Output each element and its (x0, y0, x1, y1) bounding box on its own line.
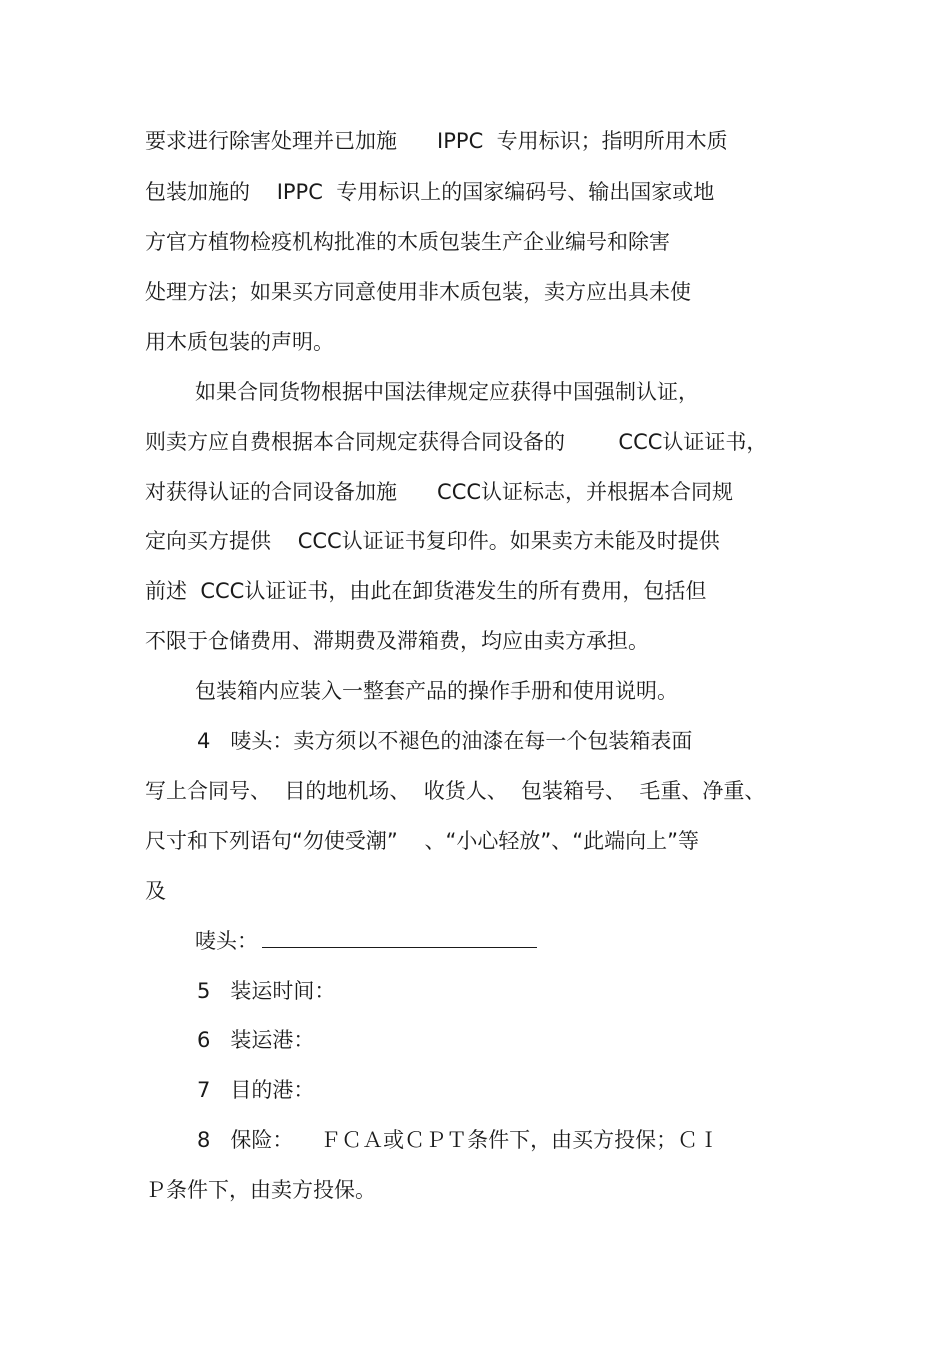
text-line: 用木质包装的声明。 (145, 330, 334, 354)
text-line: 7 目的港： (197, 1078, 315, 1102)
text-line: 尺寸和下列语句“勿使受潮” 、“小心轻放”、“此端向上”等 (145, 829, 699, 853)
text-line: 包装箱内应装入一整套产品的操作手册和使用说明。 (195, 679, 678, 703)
text-line: 6 装运港： (197, 1028, 315, 1052)
text-line: 及 (145, 879, 166, 903)
text-line: 4 唛头：卖方须以不褪色的油漆在每一个包装箱表面 (197, 729, 693, 753)
text-line: 写上合同号、 目的地机场、 收货人、 包装箱号、 毛重、净重、 (145, 779, 766, 803)
text-line: 对获得认证的合同设备加施 CCC认证标志，并根据本合同规 (145, 480, 734, 504)
shipping-mark-blank (262, 929, 537, 948)
text-line: 处理方法；如果买方同意使用非木质包装，卖方应出具未使 (145, 280, 691, 304)
text-line: 定向买方提供 CCC认证证书复印件。如果卖方未能及时提供 (145, 529, 720, 553)
text-line: 方官方植物检疫机构批准的木质包装生产企业编号和除害 (145, 230, 670, 254)
shipping-mark-label: 唛头： (195, 929, 258, 953)
text-line: 不限于仓储费用、滞期费及滞箱费，均应由卖方承担。 (145, 629, 649, 653)
text-line: Ｐ条件下，由卖方投保。 (145, 1178, 376, 1202)
text-line: 8 保险： ＦＣＡ或ＣＰＴ条件下，由买方投保；ＣＩ (197, 1128, 720, 1152)
shipping-mark-line (195, 928, 537, 954)
text-line: 前述 CCC认证证书，由此在卸货港发生的所有费用，包括但 (145, 579, 707, 603)
text-line: 5 装运时间： (197, 979, 336, 1003)
text-line: 包装加施的 IPPC 专用标识上的国家编码号、输出国家或地 (145, 180, 715, 204)
text-line: 如果合同货物根据中国法律规定应获得中国强制认证， (195, 380, 699, 404)
text-line: 要求进行除害处理并已加施 IPPC 专用标识；指明所用木质 (145, 129, 728, 153)
text-line: 则卖方应自费根据本合同规定获得合同设备的 CCC认证证书， (145, 430, 768, 454)
